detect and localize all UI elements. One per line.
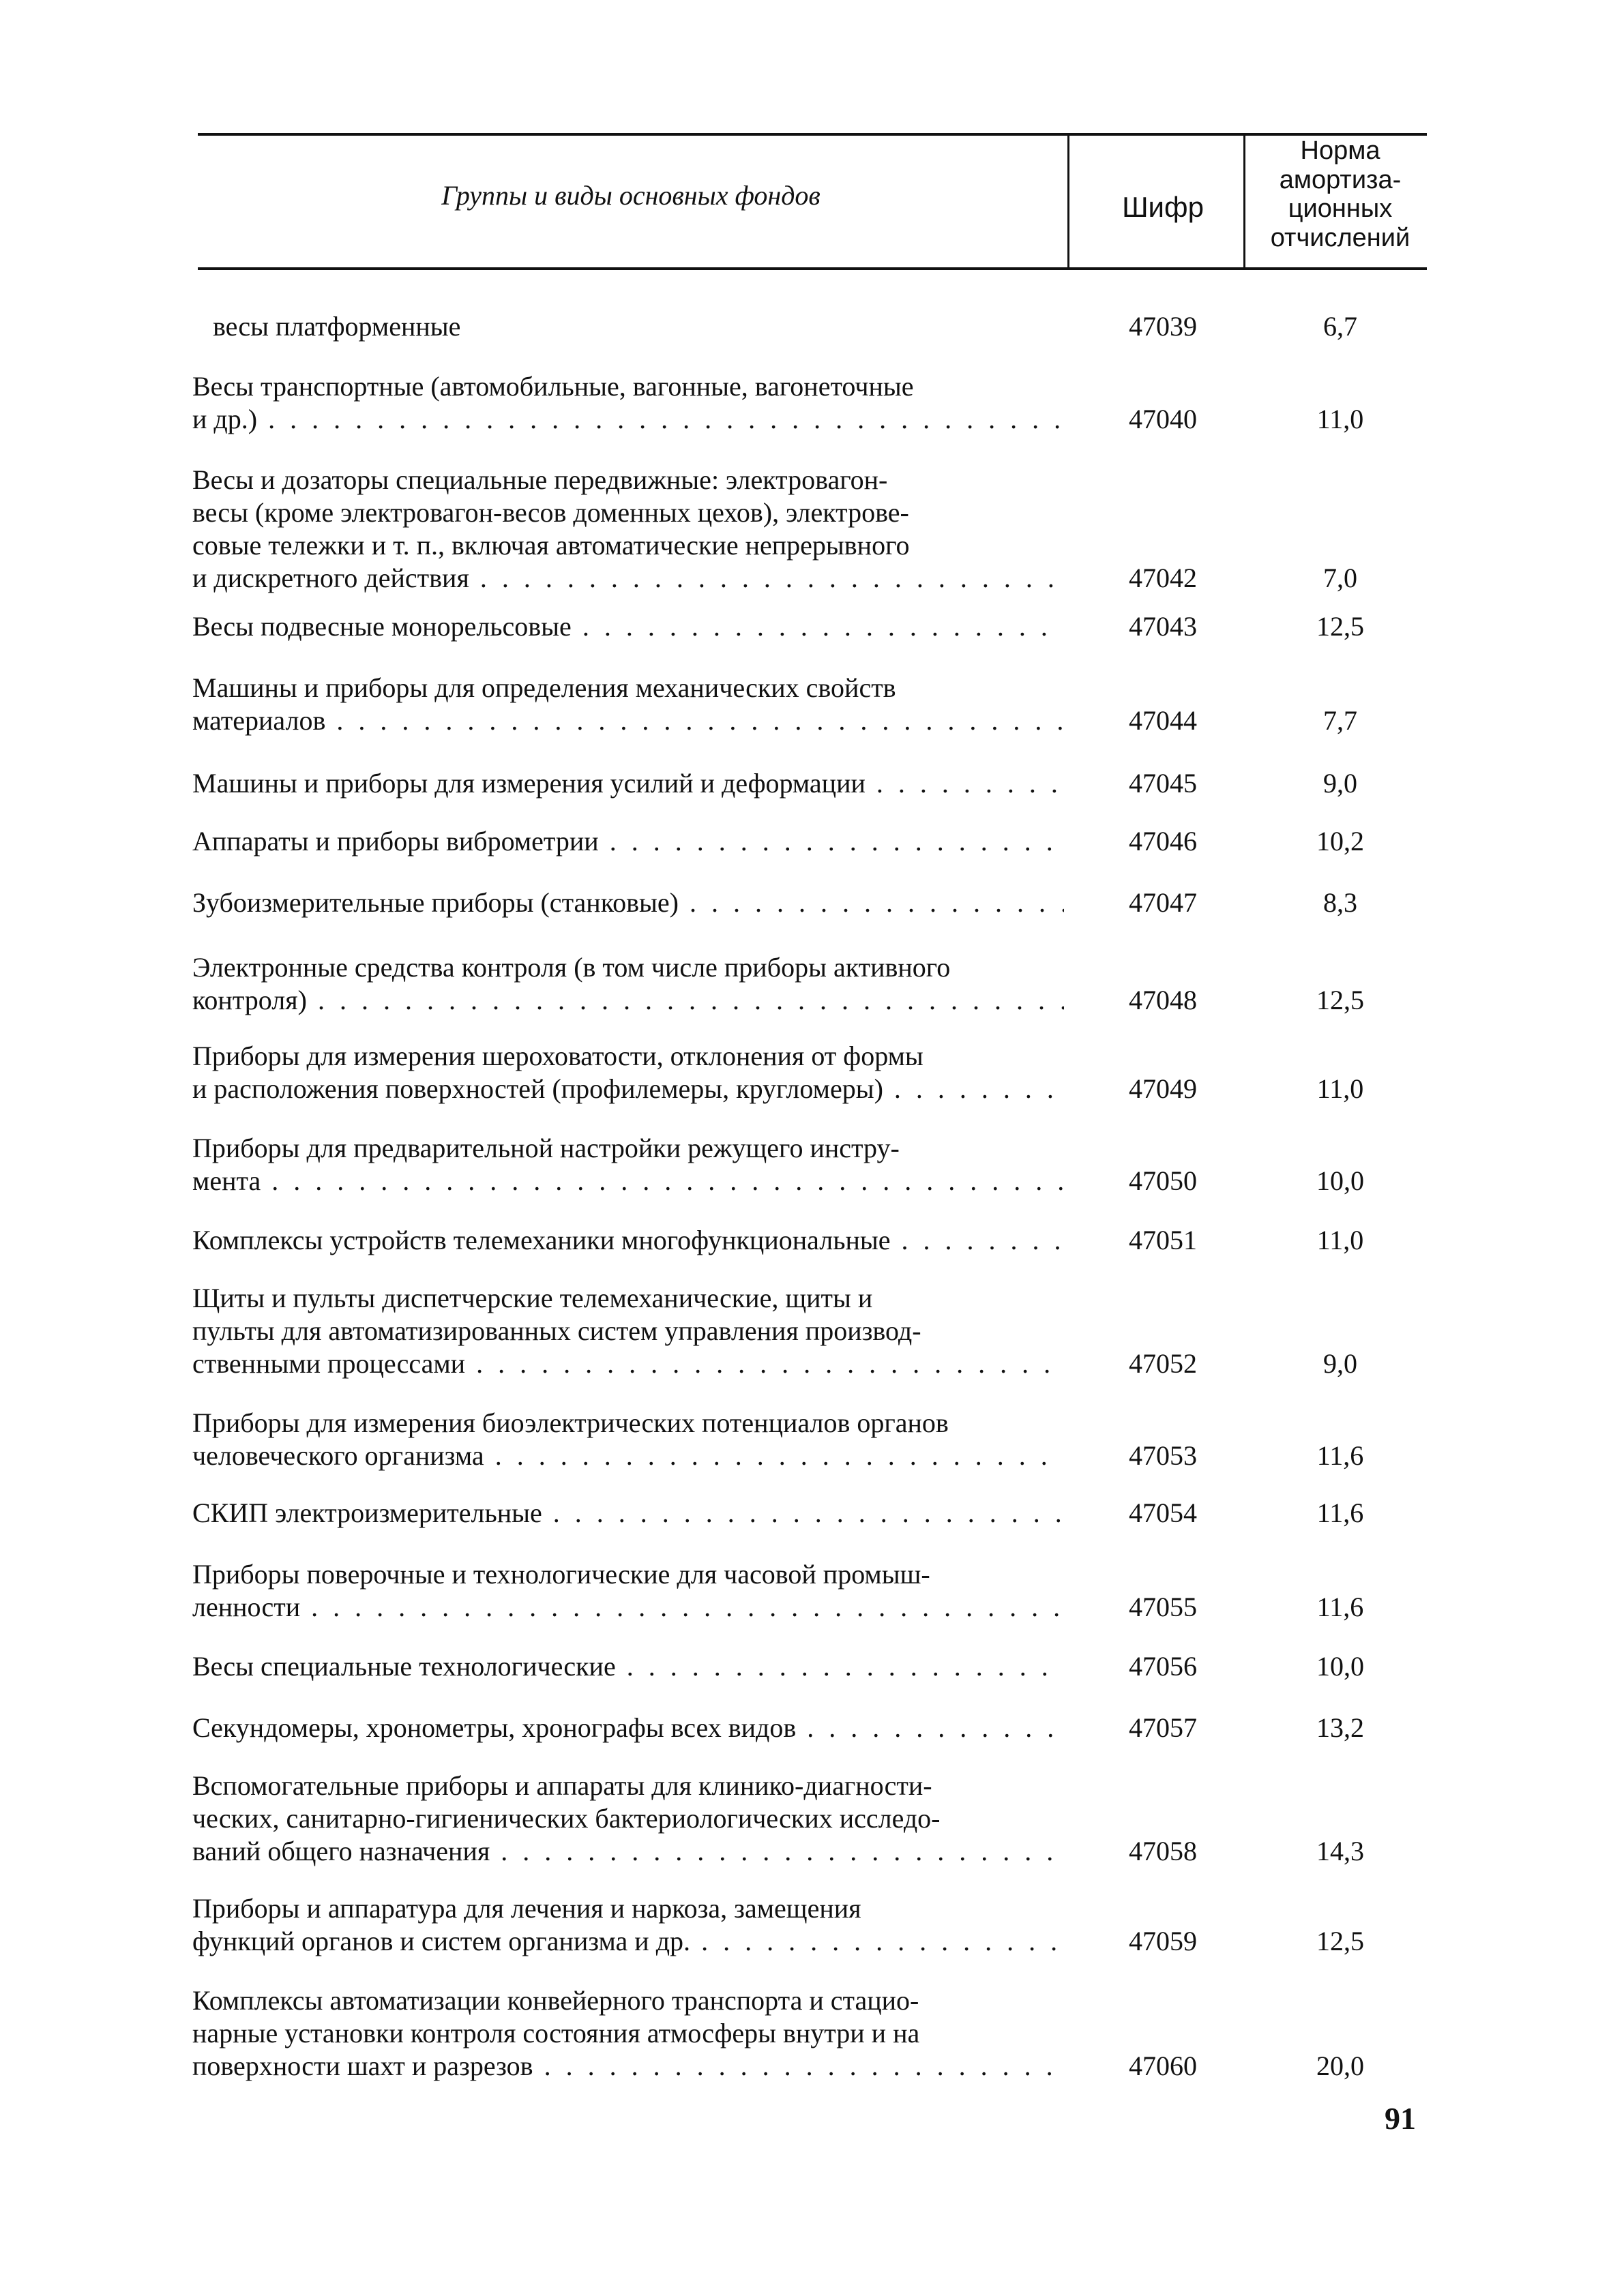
- row-description-line: Приборы для предварительной настройки режущего инстру-: [192, 1133, 900, 1163]
- row-description: [192, 1558, 1064, 1624]
- row-description-line: Приборы и аппаратура для лечения и наркоза, замещения: [192, 1893, 861, 1924]
- row-description-line: мента . . .: [192, 1165, 1064, 1197]
- row-code: 47054: [1129, 1497, 1197, 1528]
- row-description-line: СКИП электроизмерительные . . .: [192, 1497, 1064, 1530]
- row-description-line: Весы и дозаторы специальные передвижные: электровагон-: [192, 464, 888, 495]
- row-norm: 12,5: [1316, 611, 1364, 642]
- row-norm: 10,0: [1316, 1651, 1364, 1682]
- row-code: 47049: [1129, 1073, 1197, 1104]
- row-norm: 9,0: [1323, 768, 1357, 799]
- row-description: [192, 1770, 1064, 1868]
- row-norm: 6,7: [1323, 311, 1357, 342]
- row-description: [192, 610, 1064, 643]
- row-code: 47040: [1129, 404, 1197, 434]
- row-description: [192, 951, 1064, 1017]
- row-norm: 7,0: [1323, 563, 1357, 593]
- row-code: 47046: [1129, 826, 1197, 856]
- row-description-line: человеческого организма . . .: [192, 1440, 1064, 1472]
- row-description-line: весы (кроме электровагон-весов доменных цехов), электрове-: [192, 497, 909, 528]
- row-description-line: Весы подвесные монорельсовые . . .: [192, 610, 1064, 643]
- row-code: 47047: [1129, 887, 1197, 918]
- row-code: 47057: [1129, 1712, 1197, 1743]
- row-description-line: Весы транспортные (автомобильные, вагонные, вагонеточные: [192, 371, 914, 402]
- row-description-line: и дискретного действия . . .: [192, 562, 1064, 595]
- row-description-line: Приборы для измерения биоэлектрических потенциалов органов: [192, 1407, 949, 1438]
- row-description-line: и др.) . . .: [192, 403, 1064, 436]
- header-bottom-rule: [198, 267, 1427, 270]
- header-norm-line: амортиза-: [1279, 165, 1402, 194]
- row-norm: 11,6: [1316, 1592, 1364, 1622]
- row-description: [192, 1892, 1064, 1958]
- row-description: [192, 1040, 1064, 1105]
- row-norm: 11,0: [1316, 1073, 1364, 1104]
- row-description-line: Машины и приборы для измерения усилий и деформации . . .: [192, 767, 1064, 800]
- row-description-line: нарные установки контроля состояния атмосферы внутри и на: [192, 2018, 920, 2048]
- row-description-line: и расположения поверхностей (профилемеры, кругломеры) . . .: [192, 1073, 1064, 1105]
- row-norm: 11,6: [1316, 1440, 1364, 1471]
- row-description-line: пульты для автоматизированных систем управления производ-: [192, 1315, 921, 1346]
- row-norm: 14,3: [1316, 1836, 1364, 1866]
- row-norm: 7,7: [1323, 705, 1357, 736]
- row-norm: 10,0: [1316, 1165, 1364, 1196]
- row-code: 47053: [1129, 1440, 1197, 1471]
- page-number: 91: [1385, 2101, 1416, 2136]
- row-description: [192, 767, 1064, 800]
- row-description-line: контроля) . . .: [192, 984, 1064, 1017]
- row-code: 47056: [1129, 1651, 1197, 1682]
- row-norm: 12,5: [1316, 1926, 1364, 1956]
- row-description-line: Вспомогательные приборы и аппараты для клинико-диагности-: [192, 1770, 932, 1801]
- row-description-line: функций органов и систем организма и др. . . .: [192, 1925, 1064, 1958]
- row-description: [192, 1984, 1064, 2083]
- header-top-rule: [198, 133, 1427, 136]
- row-description: [192, 464, 1064, 595]
- row-code: 47045: [1129, 768, 1197, 799]
- row-description: [192, 370, 1064, 436]
- row-norm: 12,5: [1316, 985, 1364, 1015]
- row-code: 47050: [1129, 1165, 1197, 1196]
- row-norm: 9,0: [1323, 1348, 1357, 1379]
- row-description: [192, 1650, 1064, 1683]
- row-description: [192, 1497, 1064, 1530]
- header-norm-label: [1248, 136, 1432, 252]
- header-norm-line: Норма: [1300, 136, 1380, 165]
- row-code: 47044: [1129, 705, 1197, 736]
- row-code: 47059: [1129, 1926, 1197, 1956]
- row-description: [192, 886, 1064, 919]
- row-description-line: ваний общего назначения . . .: [192, 1835, 1064, 1868]
- row-description-line: ственными процессами . . .: [192, 1347, 1064, 1380]
- header-divider-code: [1067, 134, 1069, 269]
- row-description-line: Электронные средства контроля (в том числе приборы активного: [192, 952, 951, 983]
- row-description: [192, 672, 1064, 737]
- row-code: 47048: [1129, 985, 1197, 1015]
- row-description: [192, 1224, 1064, 1257]
- row-description-line: Комплексы автоматизации конвейерного транспорта и стацио-: [192, 1985, 919, 2016]
- row-description: [192, 1282, 1064, 1380]
- row-description-line: Машины и приборы для определения механических свойств: [192, 672, 896, 703]
- row-code: 47043: [1129, 611, 1197, 642]
- row-description-line: весы платформенные: [213, 311, 461, 342]
- row-description-line: ческих, санитарно-гигиенических бактериологических исследо-: [192, 1803, 941, 1834]
- row-description: [192, 1132, 1064, 1197]
- row-description-line: Щиты и пульты диспетчерские телемеханические, щиты и: [192, 1283, 873, 1313]
- row-norm: 11,0: [1316, 1225, 1364, 1255]
- row-description-line: ленности . . .: [192, 1591, 1064, 1624]
- row-description: [192, 310, 1064, 343]
- row-description-line: Весы специальные технологические . . .: [192, 1650, 1064, 1683]
- header-norm-line: отчислений: [1270, 223, 1410, 252]
- row-description-line: Приборы для измерения шероховатости, отклонения от формы: [192, 1041, 923, 1071]
- row-code: 47060: [1129, 2051, 1197, 2081]
- row-code: 47051: [1129, 1225, 1197, 1255]
- row-code: 47039: [1129, 311, 1197, 342]
- row-description: [192, 825, 1064, 858]
- row-description: [192, 1712, 1064, 1744]
- row-norm: 20,0: [1316, 2051, 1364, 2081]
- header-groups-label: Группы и виды основных фондов: [441, 180, 821, 211]
- row-description: [192, 1407, 1064, 1472]
- row-code: 47058: [1129, 1836, 1197, 1866]
- row-description-line: Комплексы устройств телемеханики многофункциональные . . .: [192, 1224, 1064, 1257]
- row-code: 47042: [1129, 563, 1197, 593]
- row-description-line: Зубоизмерительные приборы (станковые) . . .: [192, 886, 1064, 919]
- row-description-line: совые тележки и т. п., включая автоматические непрерывного: [192, 530, 910, 561]
- row-description-line: Секундомеры, хронометры, хронографы всех видов . . .: [192, 1712, 1064, 1744]
- row-code: 47052: [1129, 1348, 1197, 1379]
- row-description-line: поверхности шахт и разрезов . . .: [192, 2050, 1064, 2083]
- header-code-label: Шифр: [1122, 191, 1204, 223]
- row-norm: 10,2: [1316, 826, 1364, 856]
- row-description-line: Аппараты и приборы виброметрии . . .: [192, 825, 1064, 858]
- row-code: 47055: [1129, 1592, 1197, 1622]
- row-norm: 13,2: [1316, 1712, 1364, 1743]
- row-norm: 11,0: [1316, 404, 1364, 434]
- row-description-line: материалов . . .: [192, 704, 1064, 737]
- header-norm-line: ционных: [1288, 194, 1393, 224]
- row-norm: 8,3: [1323, 887, 1357, 918]
- row-norm: 11,6: [1316, 1497, 1364, 1528]
- row-description-line: Приборы поверочные и технологические для часовой промыш-: [192, 1559, 930, 1590]
